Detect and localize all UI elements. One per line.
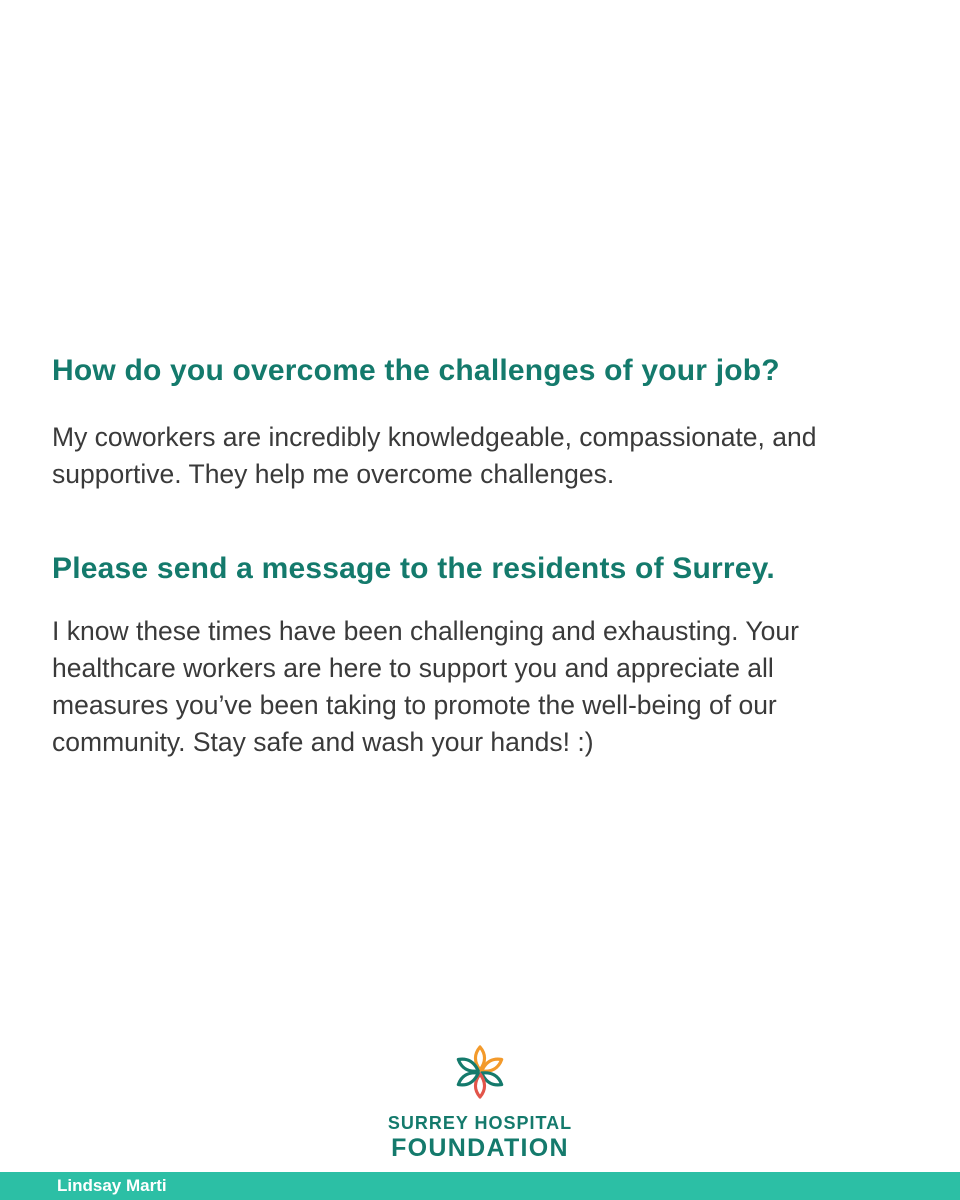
question-heading: How do you overcome the challenges of your job? xyxy=(52,354,780,387)
answer-line: healthcare workers are here to support you and appreciate all xyxy=(52,653,774,683)
bottom-bar xyxy=(0,1172,960,1200)
answer-line: My coworkers are incredibly knowledgeable, compassionate, and xyxy=(52,422,817,452)
logo-text-line2: FOUNDATION xyxy=(391,1134,569,1162)
flower-logo-icon xyxy=(452,1044,508,1100)
answer-line: supportive. They help me overcome challenges. xyxy=(52,459,615,489)
question-heading: Please send a message to the residents of Surrey. xyxy=(52,552,775,585)
logo-text-line1: SURREY HOSPITAL xyxy=(387,1113,573,1133)
qa-section-challenges xyxy=(52,352,922,493)
credit-name: Lindsay Marti xyxy=(57,1176,167,1195)
answer-text xyxy=(52,419,922,493)
answer-line: I know these times have been challenging and exhausting. Your xyxy=(52,616,799,646)
foundation-logo xyxy=(0,1044,960,1162)
answer-line: measures you’ve been taking to promote the well-being of our xyxy=(52,690,777,720)
answer-line: community. Stay safe and wash your hands! :) xyxy=(52,727,594,757)
answer-text xyxy=(52,613,922,761)
qa-section-message xyxy=(52,550,922,761)
